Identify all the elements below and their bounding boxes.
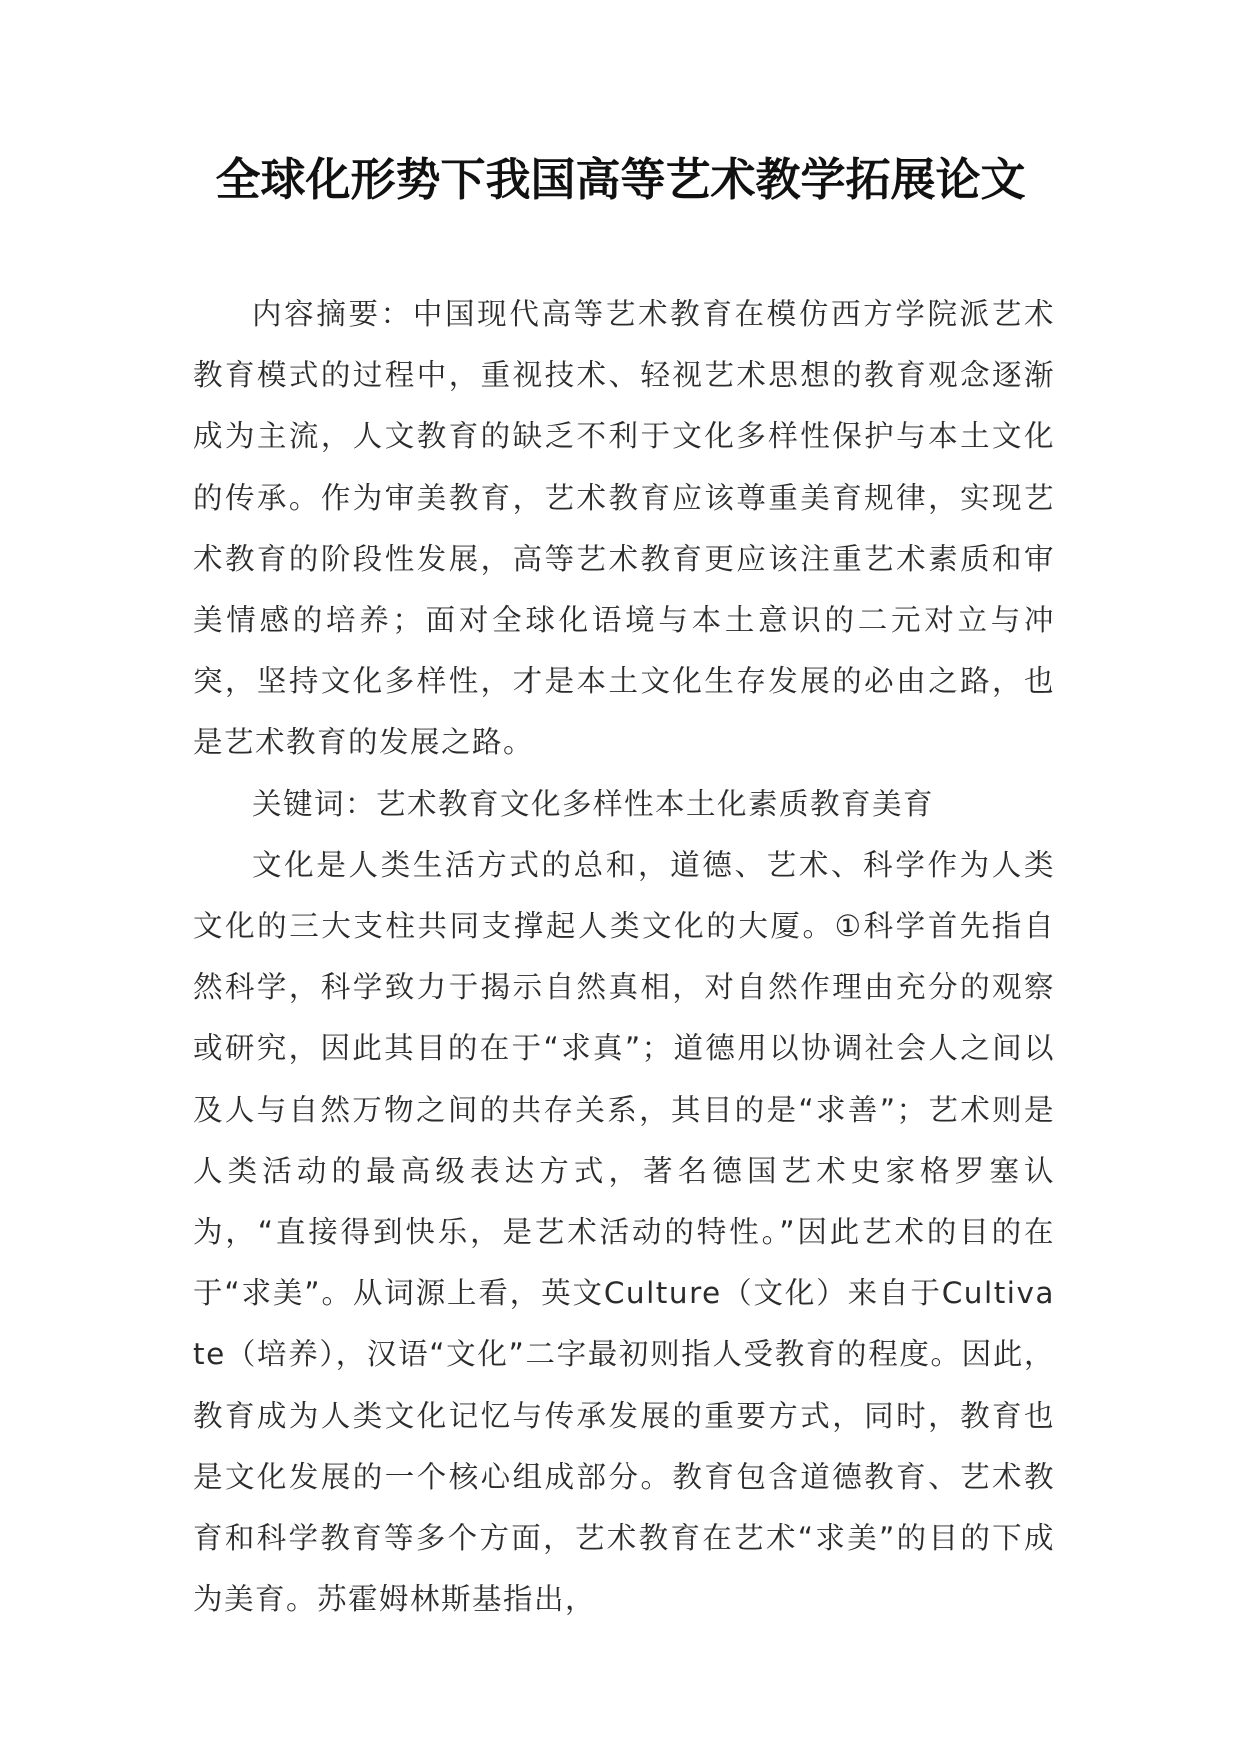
document-body xyxy=(193,284,1055,1630)
body-paragraph: 文化是人类生活方式的总和，道德、艺术、科学作为人类文化的三大支柱共同支撑起人类文化的大厦。①科学首先指自然科学，科学致力于揭示自然真相，对自然作理由充分的观察或研究，因此其目的在于“求真”；道德用以协调社会人之间以及人与自然万物之间的共存关系，其目的是“求善”；艺术则是人类活动的最高级表达方式，著名德国艺术史家格罗塞认为，“直接得到快乐，是艺术活动的特性。”因此艺术的目的在于“求美”。从词源上看，英文Culture（文化）来自于Cultivate（培养），汉语“文化”二字最初则指人受教育的程度。因此，教育成为人类文化记忆与传承发展的重要方式，同时，教育也是文化发展的一个核心组成部分。教育包含道德教育、艺术教育和科学教育等多个方面，艺术教育在艺术“求美”的目的下成为美育。苏霍姆林斯基指出， xyxy=(193,847,1055,1617)
keywords-paragraph: 关键词：艺术教育文化多样性本土化素质教育美育 xyxy=(252,786,935,821)
abstract-paragraph: 内容摘要：中国现代高等艺术教育在模仿西方学院派艺术教育模式的过程中，重视技术、轻视艺术思想的教育观念逐渐成为主流，人文教育的缺乏不利于文化多样性保护与本土文化的传承。作为审美教育，艺术教育应该尊重美育规律，实现艺术教育的阶段性发展，高等艺术教育更应该注重艺术素质和审美情感的培养；面对全球化语境与本土意识的二元对立与冲突，坚持文化多样性，才是本土文化生存发展的必由之路，也是艺术教育的发展之路。 xyxy=(193,297,1055,760)
document-title: 全球化形势下我国高等艺术教学拓展论文 xyxy=(215,153,1026,206)
